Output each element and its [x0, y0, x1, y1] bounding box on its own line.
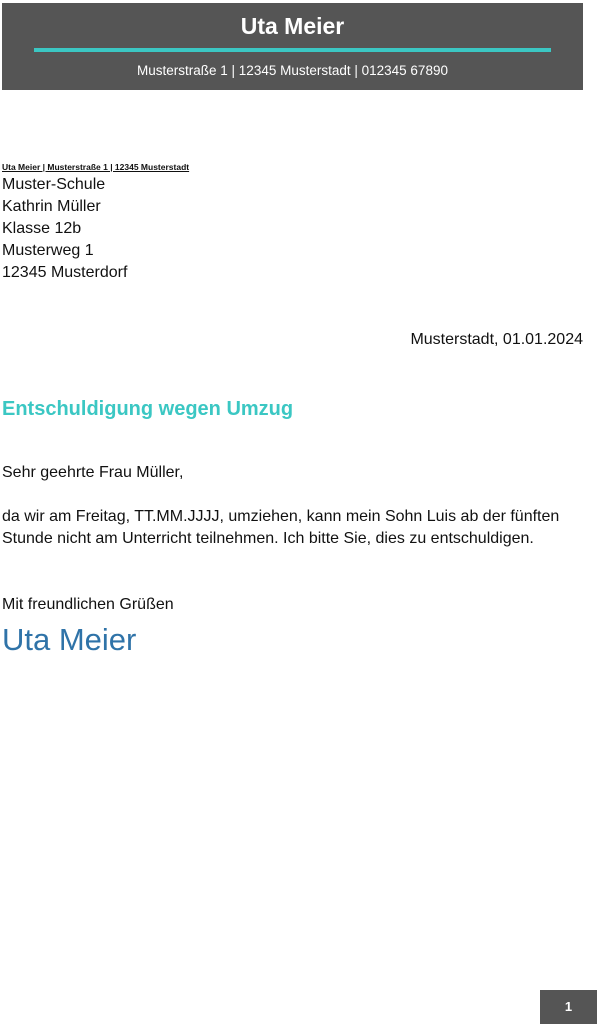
salutation: Sehr geehrte Frau Müller, — [2, 464, 184, 481]
recipient-line: Klasse 12b — [2, 220, 82, 237]
recipient-line: Musterweg 1 — [2, 242, 94, 259]
recipient-line: Kathrin Müller — [2, 198, 101, 215]
recipient-address — [2, 174, 127, 284]
recipient-line: Muster-Schule — [2, 176, 106, 193]
letterhead-contact: Musterstraße 1 | 12345 Musterstadt | 012345 67890 — [137, 63, 448, 78]
signature: Uta Meier — [2, 622, 137, 657]
letter-body — [2, 506, 582, 550]
closing-formula: Mit freundlichen Grüßen — [2, 596, 174, 613]
body-line: Stunde nicht am Unterricht teilnehmen. Ich bitte Sie, dies zu entschuldigen. — [2, 530, 534, 547]
letterhead-divider — [34, 48, 551, 52]
sender-return-address: Uta Meier | Musterstraße 1 | 12345 Musterstadt — [2, 162, 190, 172]
letter-date: Musterstadt, 01.01.2024 — [410, 331, 583, 348]
recipient-line: 12345 Musterdorf — [2, 264, 128, 281]
letterhead — [2, 3, 583, 90]
page-number: 1 — [540, 990, 597, 1024]
body-line: da wir am Freitag, TT.MM.JJJJ, umziehen, kann mein Sohn Luis ab der fünften — [2, 508, 560, 525]
letter-subject: Entschuldigung wegen Umzug — [2, 398, 294, 420]
letterhead-name: Uta Meier — [240, 13, 345, 39]
